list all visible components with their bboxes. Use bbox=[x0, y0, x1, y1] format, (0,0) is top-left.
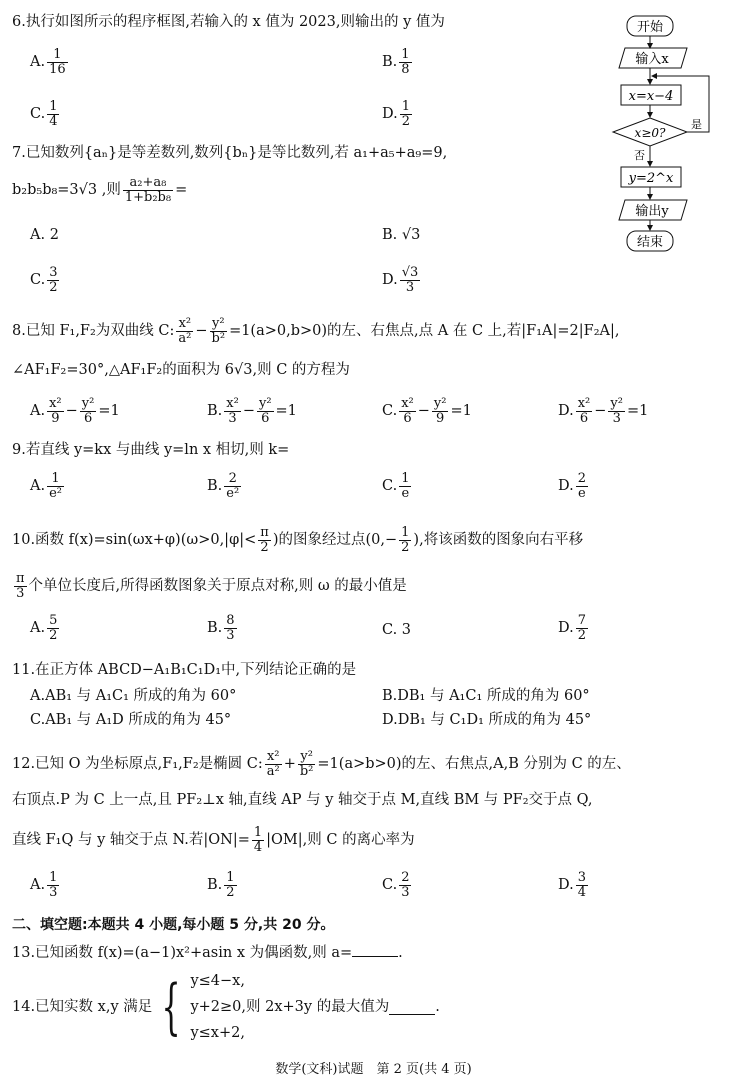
q9-stem: 9.若直线 y=kx 与曲线 y=ln x 相切,则 k= bbox=[12, 442, 290, 458]
section-fill-in-title: 二、填空题:本题共 4 小题,每小题 5 分,共 20 分。 bbox=[12, 917, 335, 933]
q8-option-b: B. $\frac{\text{x²}}{3}$ − $\frac{\text{y²}}{6}$ =1 bbox=[207, 396, 297, 426]
q7-line2: b₂b₅b₈=3√3 ,则 $\frac{\text{a₂+a₈}}{\text{1+b₂b₈}}$ = bbox=[12, 175, 188, 205]
q9-option-a: A. $\frac{1}{\text{e²}}$ bbox=[30, 471, 62, 501]
q8-option-a: A. $\frac{\text{x²}}{9}$ − $\frac{\text{y²}}{6}$ =1 bbox=[30, 396, 120, 426]
q10-option-b: B. $\frac{8}{3}$ bbox=[207, 613, 235, 643]
q12-line1: 12.已知 O 为坐标原点,F₁,F₂是椭圆 C: $\frac{\text{x²}}{\text{a²}}$ + $\frac{\text{y²}}{\text{b²}}$ =1(a>b>0)的左、右焦点,A,B 分别为 C 的左、 bbox=[12, 749, 631, 779]
q6-option-d: D. $\frac{1}{2}$ bbox=[382, 99, 410, 129]
q12-line2: 右顶点.P 为 C 上一点,且 PF₂⊥x 轴,直线 AP 与 y 轴交于点 M,直线 BM 与 PF₂交于点 Q, bbox=[12, 792, 593, 808]
flow-decision-text: x≥0? bbox=[634, 126, 666, 140]
flow-step-text: x=x−4 bbox=[628, 89, 674, 104]
q13-stem: 13.已知函数 f(x)=(a−1)x²+asin x 为偶函数,则 a= . bbox=[12, 942, 403, 963]
q11-option-d: D.DB₁ 与 C₁D₁ 所成的角为 45° bbox=[382, 712, 592, 728]
q10-line2: $\frac{\pi}{3}$ 个单位长度后,所得函数图象关于原点对称,则 ω 的最小值是 bbox=[16, 571, 407, 601]
flow-yes-label: 是 bbox=[691, 118, 702, 131]
q12-option-d: D. $\frac{3}{4}$ bbox=[558, 870, 586, 900]
q7-line1: 7.已知数列{aₙ}是等差数列,数列{bₙ}是等比数列,若 a₁+a₅+a₉=9, bbox=[12, 145, 448, 161]
q12-option-a: A. $\frac{1}{3}$ bbox=[30, 870, 58, 900]
q8-option-c: C. $\frac{\text{x²}}{6}$ − $\frac{\text{y²}}{9}$ =1 bbox=[382, 396, 472, 426]
q11-option-b: B.DB₁ 与 A₁C₁ 所成的角为 60° bbox=[382, 688, 590, 704]
page-footer: 数学(文科)试题 第 2 页(共 4 页) bbox=[275, 1062, 472, 1077]
q7-option-c: C. $\frac{3}{2}$ bbox=[30, 265, 58, 295]
q10-option-a: A. $\frac{5}{2}$ bbox=[30, 613, 58, 643]
q12-option-b: B. $\frac{1}{2}$ bbox=[207, 870, 235, 900]
q10-option-d: D. $\frac{7}{2}$ bbox=[558, 613, 586, 643]
flow-output-text: 输出y bbox=[635, 204, 669, 219]
q10-line1: 10.函数 f(x)=sin(ωx+φ)(ω>0,|φ|< $\frac{\pi}{2}$ )的图象经过点(0,− $\frac{1}{2}$ ),将该函数的图象向右平移 bbox=[12, 525, 584, 555]
q9-option-b: B. $\frac{2}{\text{e²}}$ bbox=[207, 471, 240, 501]
flow-no-label: 否 bbox=[634, 149, 645, 162]
q14-answer-blank bbox=[389, 1000, 435, 1015]
q7-option-a: A. 2 bbox=[30, 227, 59, 243]
q9-option-d: D. $\frac{2}{e}$ bbox=[558, 471, 586, 501]
q11-option-a: A.AB₁ 与 A₁C₁ 所成的角为 60° bbox=[30, 688, 237, 704]
flow-end-text: 结束 bbox=[636, 235, 664, 250]
q6-option-b: B. $\frac{1}{8}$ bbox=[382, 47, 410, 77]
q6-option-a: A. $\frac{1}{16}$ bbox=[30, 47, 66, 77]
flow-start-text: 开始 bbox=[636, 20, 664, 35]
q6-option-c: C. $\frac{1}{4}$ bbox=[30, 99, 58, 129]
q11-stem: 11.在正方体 ABCD−A₁B₁C₁D₁中,下列结论正确的是 bbox=[12, 662, 357, 678]
flow-input-text: 输入x bbox=[635, 52, 669, 67]
q11-option-c: C.AB₁ 与 A₁D 所成的角为 45° bbox=[30, 712, 232, 728]
q12-option-c: C. $\frac{2}{3}$ bbox=[382, 870, 410, 900]
q13-answer-blank bbox=[352, 942, 398, 957]
flow-compute-text: y=2^x bbox=[628, 171, 674, 186]
q6-flowchart bbox=[605, 10, 735, 255]
q6-stem: 6.执行如图所示的程序框图,若输入的 x 值为 2023,则输出的 y 值为 bbox=[12, 14, 445, 30]
q10-option-c: C. 3 bbox=[382, 622, 412, 638]
q8-line2: ∠AF₁F₂=30°,△AF₁F₂的面积为 6√3,则 C 的方程为 bbox=[12, 362, 350, 378]
q8-option-d: D. $\frac{\text{x²}}{6}$ − $\frac{\text{y²}}{3}$ =1 bbox=[558, 396, 649, 426]
q8-line1: 8.已知 F₁,F₂为双曲线 C: $\frac{\text{x²}}{\text{a²}}$ − $\frac{\text{y²}}{\text{b²}}$ =1(a>0,b>0)的左、右焦点,点 A 在 C 上,若|F₁A|=2|F₂A|, bbox=[12, 316, 620, 346]
q9-option-c: C. $\frac{1}{e}$ bbox=[382, 471, 410, 501]
q7-option-d: D. $\frac{√3}{3}$ bbox=[382, 265, 419, 295]
q14-stem: 14.已知实数 x,y 满足 { y≤4−x, y+2≥0, y≤x+2, 则 2x+3y 的最大值为 . bbox=[12, 972, 440, 1042]
q7-option-b: B. √3 bbox=[382, 227, 421, 243]
q12-line3: 直线 F₁Q 与 y 轴交于点 N.若|ON|= $\frac{1}{4}$ |OM|,则 C 的离心率为 bbox=[12, 825, 415, 855]
